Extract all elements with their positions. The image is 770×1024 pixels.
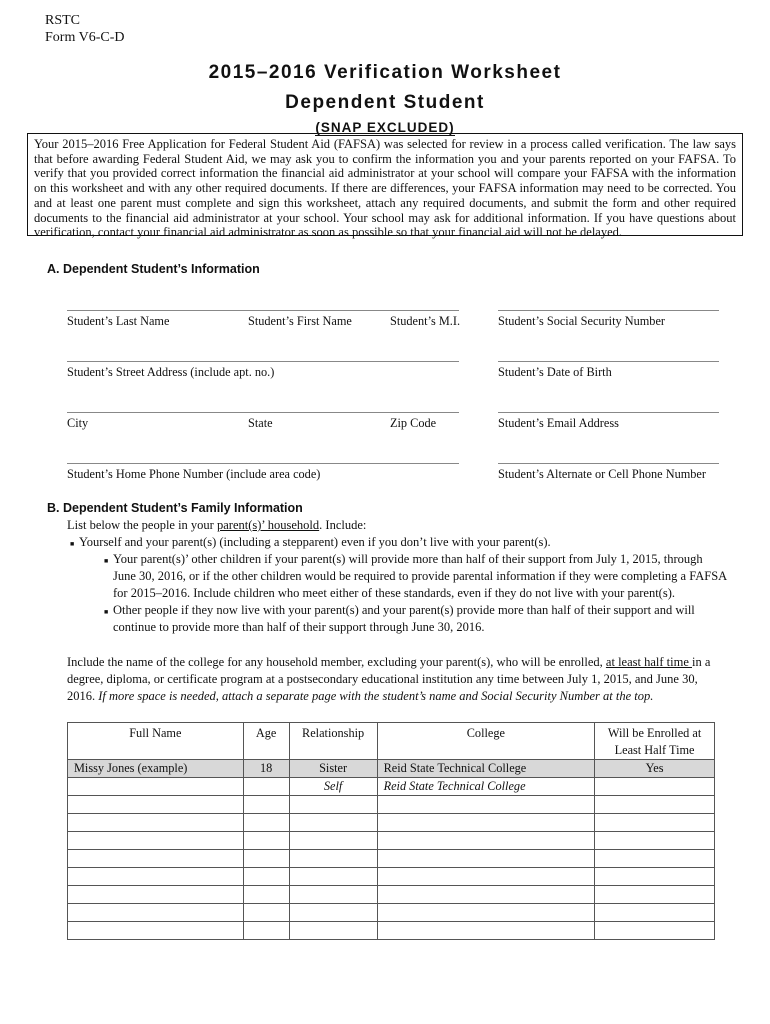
dob-line[interactable] (498, 361, 719, 362)
zip-label: Zip Code (390, 416, 437, 430)
cell-enrolled: Yes (595, 760, 715, 778)
section-a-heading: A. Dependent Student’s Information (47, 262, 260, 276)
section-b-heading: B. Dependent Student’s Family Information (47, 501, 303, 515)
col-age: Age (243, 723, 289, 760)
cell-college[interactable] (377, 832, 595, 850)
cell-enrolled[interactable] (595, 796, 715, 814)
table-row[interactable] (68, 832, 715, 850)
cell-college: Reid State Technical College (377, 778, 595, 796)
cell-enrolled[interactable] (595, 814, 715, 832)
cell-relationship: Sister (289, 760, 377, 778)
cell-relationship[interactable] (289, 904, 377, 922)
bullet-other-children: Your parent(s)’ other children if your parent(s) will provide more than half of their support from July 1, 2015, through June 30, 2016, or if the other children would be required to provide parental information if they were completing a FAFSA for 2015–2016. Include children who meet either of these standards, even if they do not live with your parent(s). (113, 552, 727, 600)
cell-enrolled[interactable] (595, 850, 715, 868)
cell-college[interactable] (377, 796, 595, 814)
snap-excluded-label: (SNAP EXCLUDED) (315, 120, 455, 135)
cell-relationship[interactable] (289, 796, 377, 814)
bullet-icon: ■ (104, 557, 109, 565)
ssn-line[interactable] (498, 310, 719, 311)
cell-name[interactable] (68, 886, 244, 904)
cell-relationship[interactable] (289, 832, 377, 850)
household-intro: List below the people in your parent(s)’ household. Include: (67, 518, 367, 532)
cell-relationship: Self (289, 778, 377, 796)
table-row[interactable] (68, 850, 715, 868)
cell-relationship[interactable] (289, 850, 377, 868)
cell-name[interactable] (68, 796, 244, 814)
table-row-self[interactable] (68, 778, 715, 796)
cell-age[interactable] (243, 814, 289, 832)
cell-relationship[interactable] (289, 868, 377, 886)
page-title: 2015–2016 Verification Worksheet (208, 62, 562, 83)
cell-college[interactable] (377, 868, 595, 886)
cell-name[interactable] (68, 868, 244, 886)
table-header-row (68, 723, 715, 760)
email-line[interactable] (498, 412, 719, 413)
cell-college: Reid State Technical College (377, 760, 595, 778)
cell-enrolled[interactable] (595, 868, 715, 886)
cell-name: Missy Jones (example) (68, 760, 244, 778)
cell-relationship[interactable] (289, 814, 377, 832)
cell-phone-label: Student’s Alternate or Cell Phone Number (498, 467, 706, 481)
cell-college[interactable] (377, 922, 595, 940)
table-row[interactable] (68, 922, 715, 940)
cell-age[interactable] (243, 886, 289, 904)
bullet-other-people: Other people if they now live with your parent(s) and your parent(s) provide more than half of their support and will continue to provide more than half of their support through June 30, 2016. (113, 603, 695, 634)
city-label: City (67, 416, 89, 430)
cell-relationship[interactable] (289, 886, 377, 904)
cell-name[interactable] (68, 814, 244, 832)
city-state-zip-line[interactable] (67, 412, 459, 413)
cell-age: 18 (243, 760, 289, 778)
last-name-label: Student’s Last Name (67, 314, 170, 328)
col-college: College (377, 723, 595, 760)
table-row-example (68, 760, 715, 778)
cell-name[interactable] (68, 904, 244, 922)
home-phone-label: Student’s Home Phone Number (include area code) (67, 467, 321, 481)
mi-label: Student’s M.I. (390, 314, 461, 328)
org-name: RSTC (45, 13, 81, 28)
cell-name[interactable] (68, 832, 244, 850)
household-table (67, 722, 715, 940)
cell-age[interactable] (243, 778, 289, 796)
cell-college[interactable] (377, 814, 595, 832)
cell-college[interactable] (377, 886, 595, 904)
bullet-icon: ■ (104, 608, 109, 616)
cell-phone-line[interactable] (498, 463, 719, 464)
cell-college[interactable] (377, 904, 595, 922)
email-label: Student’s Email Address (498, 416, 619, 430)
cell-age[interactable] (243, 850, 289, 868)
cell-enrolled[interactable] (595, 922, 715, 940)
table-row[interactable] (68, 886, 715, 904)
home-phone-line[interactable] (67, 463, 459, 464)
bullet-yourself: Yourself and your parent(s) (including a stepparent) even if you don’t live with your parent(s). (79, 535, 551, 549)
cell-age[interactable] (243, 922, 289, 940)
form-header (45, 12, 124, 46)
cell-name[interactable] (68, 778, 244, 796)
table-row[interactable] (68, 814, 715, 832)
dob-label: Student’s Date of Birth (498, 365, 612, 379)
college-instructions: Include the name of the college for any household member, excluding your parent(s), who will be enrolled, at least half time in a degree, diploma, or certificate program at a postsecondary educational institution any time between July 1, 2015, and June 30, 2016. If more space is needed, attach a separate page with the student’s name and Social Security Number at the top. (67, 655, 711, 703)
first-name-label: Student’s First Name (248, 314, 352, 328)
cell-age[interactable] (243, 832, 289, 850)
cell-name[interactable] (68, 922, 244, 940)
col-relationship: Relationship (289, 723, 377, 760)
cell-college[interactable] (377, 850, 595, 868)
table-row[interactable] (68, 904, 715, 922)
cell-enrolled[interactable] (595, 904, 715, 922)
cell-age[interactable] (243, 904, 289, 922)
cell-enrolled[interactable] (595, 832, 715, 850)
bullet-icon: ■ (70, 540, 75, 548)
cell-enrolled[interactable] (595, 886, 715, 904)
cell-relationship[interactable] (289, 922, 377, 940)
form-number: Form V6-C-D (45, 30, 125, 45)
cell-age[interactable] (243, 868, 289, 886)
name-line[interactable] (67, 310, 459, 311)
address-line[interactable] (67, 361, 459, 362)
cell-enrolled[interactable] (595, 778, 715, 796)
state-label: State (248, 416, 273, 430)
address-label: Student’s Street Address (include apt. no.) (67, 365, 275, 379)
col-full-name: Full Name (68, 723, 244, 760)
cell-age[interactable] (243, 796, 289, 814)
table-row[interactable] (68, 796, 715, 814)
cell-name[interactable] (68, 850, 244, 868)
table-row[interactable] (68, 868, 715, 886)
ssn-label: Student’s Social Security Number (498, 314, 666, 328)
col-enrolled: Will be Enrolled at Least Half Time (595, 723, 715, 760)
page-subtitle: Dependent Student (285, 92, 485, 113)
intro-box: Your 2015–2016 Free Application for Federal Student Aid (FAFSA) was selected for review in a process called verification. The law says that before awarding Federal Student Aid, we may ask you to confirm the information you and your parents reported on your FAFSA. To verify that you provided correct information the financial aid administrator at your school will compare your FAFSA with the information on this worksheet and with any other required documents. If there are differences, your FAFSA information may need to be corrected. You and at least one parent must complete and sign this worksheet, attach any required documents, and submit the form and other required documents to the financial aid administrator at your school. Your school may ask for additional information. If you have questions about verification, contact your financial aid administrator as soon as possible so that your financial aid will not be delayed. (27, 133, 743, 236)
